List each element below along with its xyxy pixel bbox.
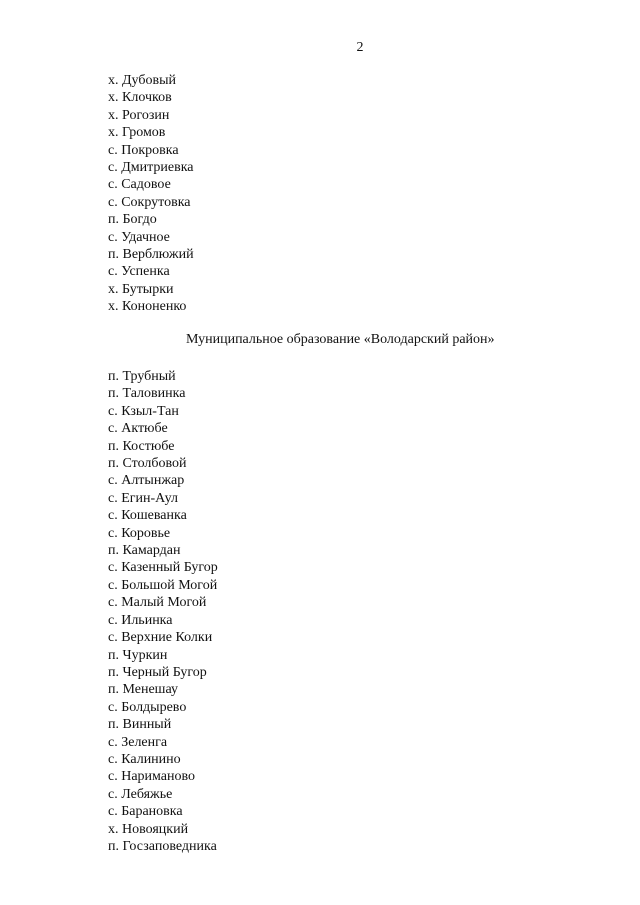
settlement-item: п. Черный Бугор: [108, 664, 207, 680]
settlement-item: с. Покровка: [108, 142, 179, 158]
settlement-item: с. Кзыл-Тан: [108, 403, 179, 419]
settlement-item: п. Верблюжий: [108, 247, 194, 263]
settlement-list-top: [108, 72, 194, 316]
settlement-item: с. Калинино: [108, 751, 181, 767]
settlement-item: х. Новояцкий: [108, 821, 189, 837]
settlement-item: с. Малый Могой: [108, 595, 207, 611]
settlement-item: п. Менешау: [108, 682, 178, 698]
settlement-item: с. Удачное: [108, 229, 170, 245]
settlement-item: с. Сокрутовка: [108, 194, 191, 210]
settlement-item: с. Барановка: [108, 804, 183, 820]
settlement-item: с. Дмитриевка: [108, 160, 194, 176]
settlement-item: п. Богдо: [108, 212, 157, 228]
settlement-item: х. Рогозин: [108, 107, 170, 123]
settlement-item: п. Винный: [108, 717, 172, 733]
settlement-item: п. Госзаповедника: [108, 838, 217, 854]
settlement-item: х. Громов: [108, 125, 166, 141]
settlement-item: с. Лебяжье: [108, 786, 173, 802]
settlement-item: с. Ильинка: [108, 612, 173, 628]
settlement-item: с. Успенка: [108, 264, 170, 280]
settlement-item: х. Бутырки: [108, 281, 174, 297]
settlement-item: с. Нариманово: [108, 769, 196, 785]
settlement-item: с. Казенный Бугор: [108, 560, 218, 576]
page-number: 2: [356, 40, 364, 55]
settlement-item: х. Дубовый: [108, 73, 176, 88]
settlement-item: п. Чуркин: [108, 647, 168, 663]
settlement-item: х. Кононенко: [108, 299, 187, 315]
section-heading: Муниципальное образование «Володарский район»: [186, 332, 495, 347]
settlement-item: п. Трубный: [108, 369, 176, 384]
settlement-item: п. Столбовой: [108, 456, 187, 472]
settlement-list-volodarsky: [108, 368, 218, 855]
settlement-item: с. Болдырево: [108, 699, 187, 715]
settlement-item: с. Садовое: [108, 177, 171, 193]
settlement-item: п. Костюбе: [108, 438, 175, 454]
settlement-item: с. Алтынжар: [108, 473, 185, 489]
settlement-item: п. Камардан: [108, 543, 181, 559]
settlement-item: с. Зеленга: [108, 734, 168, 750]
settlement-item: с. Коровье: [108, 525, 171, 541]
settlement-item: с. Большой Могой: [108, 577, 218, 593]
settlement-item: с. Кошеванка: [108, 508, 187, 524]
settlement-item: п. Таловинка: [108, 386, 186, 402]
settlement-item: х. Клочков: [108, 90, 172, 106]
settlement-item: с. Егин-Аул: [108, 490, 178, 506]
settlement-item: с. Верхние Колки: [108, 630, 213, 646]
settlement-item: с. Актюбе: [108, 421, 168, 437]
